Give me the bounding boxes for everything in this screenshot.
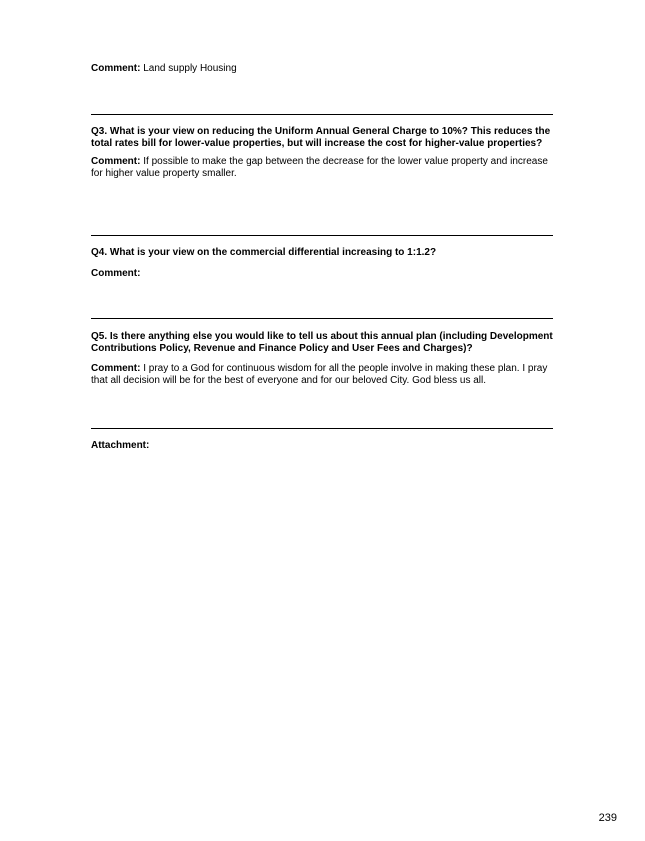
q5-comment-label: Comment: <box>91 363 141 374</box>
q3-question: Q3. What is your view on reducing the Uniform Annual General Charge to 10%? This reduces the total rates bill for lower-value properties, but will increase the cost for higher-value properties? <box>91 126 551 149</box>
q3-comment-label: Comment: <box>91 156 141 167</box>
attachment-label: Attachment: <box>91 440 150 451</box>
q3-section <box>91 126 553 180</box>
divider-2 <box>91 235 553 236</box>
q4-section <box>91 247 553 280</box>
page-number: 239 <box>598 812 617 824</box>
q4-comment <box>91 268 553 280</box>
attachment-section <box>91 440 553 452</box>
top-comment-line <box>91 63 553 75</box>
divider-1 <box>91 114 553 115</box>
q5-comment <box>91 363 553 387</box>
q5-section <box>91 331 553 387</box>
q5-comment-text: I pray to a God for continuous wisdom for all the people involve in making these plan. I pray that all decision will be for the best of everyone and for our beloved City. God bless us all. <box>91 363 548 386</box>
divider-3 <box>91 318 553 319</box>
q4-question: Q4. What is your view on the commercial differential increasing to 1:1.2? <box>91 247 437 258</box>
q5-question: Q5. Is there anything else you would like to tell us about this annual plan (including Development Contributions Policy, Revenue and Finance Policy and User Fees and Charges)? <box>91 331 553 354</box>
top-comment-label: Comment: <box>91 63 141 74</box>
q3-comment <box>91 156 553 180</box>
divider-4 <box>91 428 553 429</box>
q3-comment-text: If possible to make the gap between the decrease for the lower value property and increase for higher value property smaller. <box>91 156 548 179</box>
q4-comment-label: Comment: <box>91 268 141 279</box>
top-comment-text: Land supply Housing <box>140 63 237 74</box>
top-comment <box>91 63 553 75</box>
